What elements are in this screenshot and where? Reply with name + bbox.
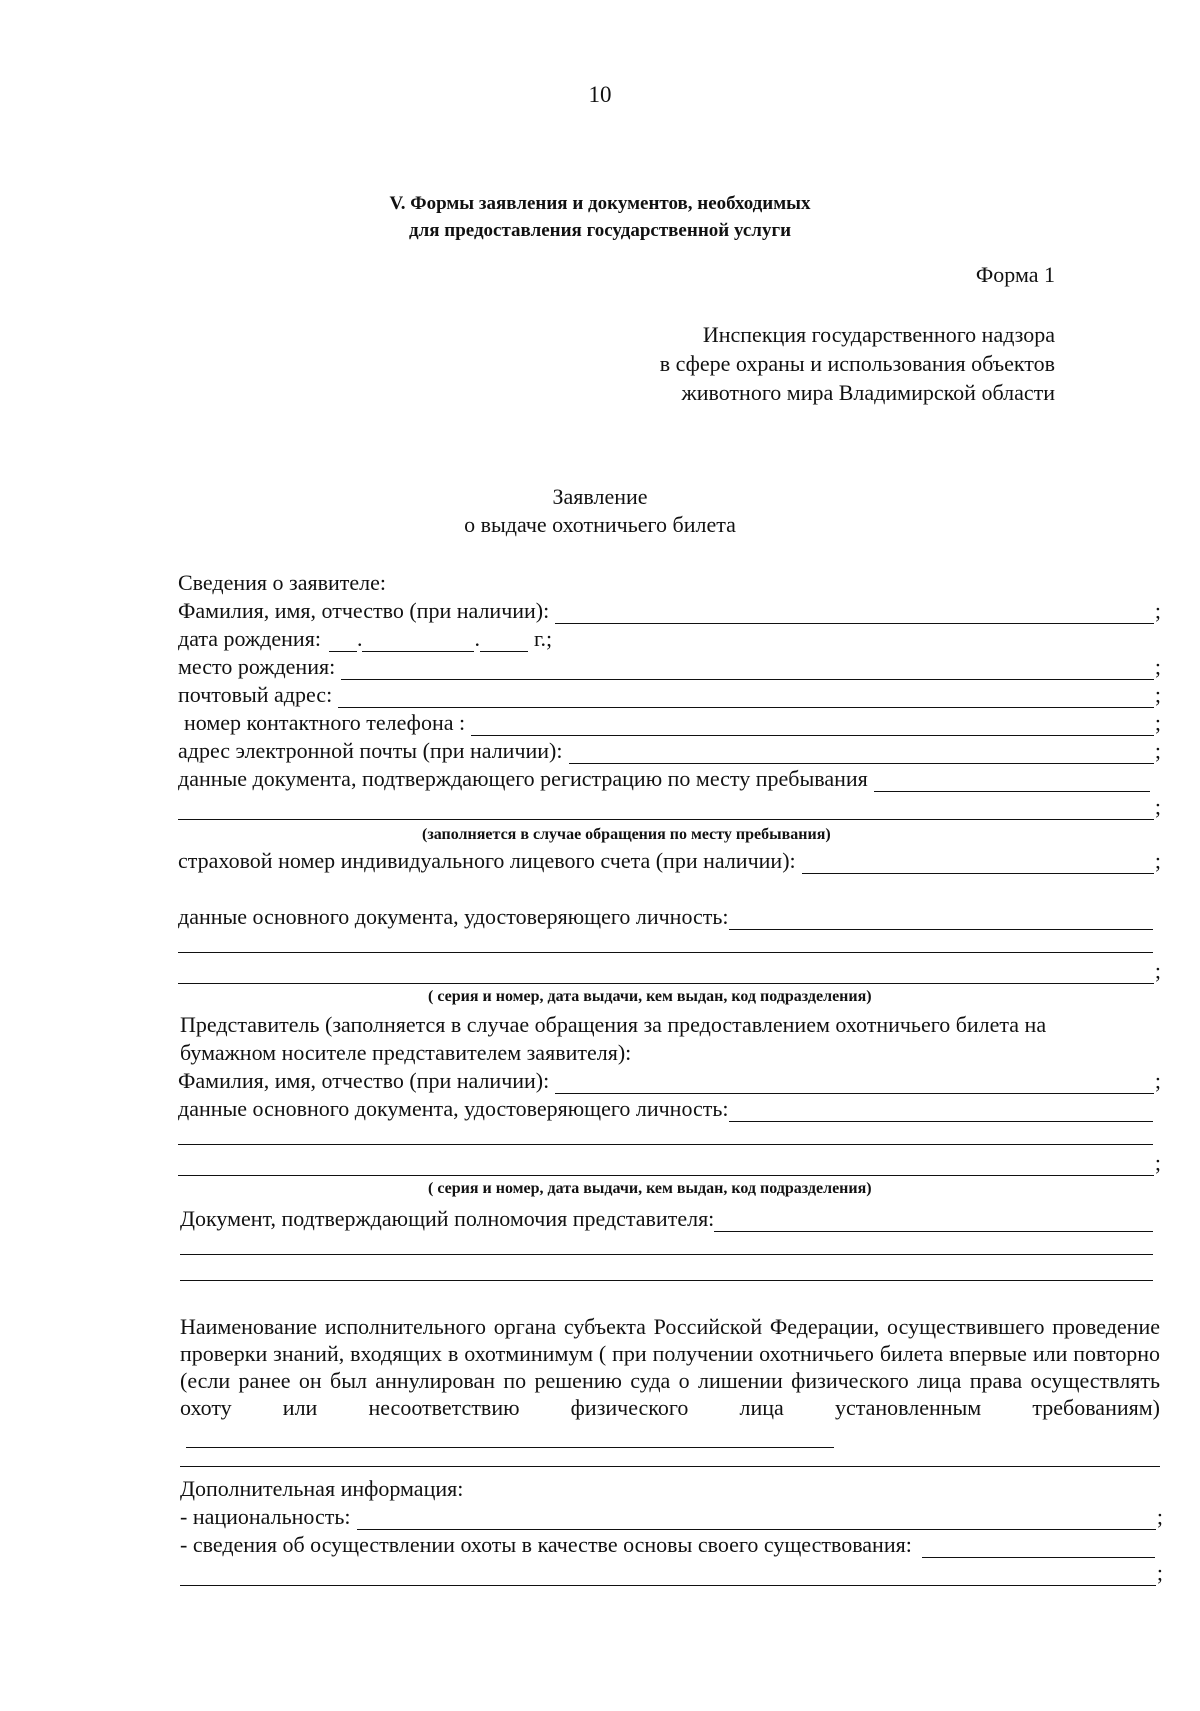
applicant-birth-place-field[interactable] (341, 658, 1154, 680)
representative-heading-line-1: Представитель (заполняется в случае обращения за предоставлением охотничьего билета на (180, 1012, 1047, 1037)
nationality-field[interactable] (357, 1508, 1156, 1530)
section-title-line-2: для предоставления государственной услуги (408, 220, 792, 241)
birth-date-separator: . (356, 626, 363, 651)
applicant-postal-address-row (178, 682, 1161, 708)
semicolon: ; (1156, 1504, 1163, 1529)
representative-full-name-label: Фамилия, имя, отчество (при наличии): (178, 1068, 550, 1093)
applicant-registration-row (178, 766, 1150, 792)
applicant-phone-field[interactable] (471, 714, 1154, 736)
representative-full-name-field[interactable] (555, 1072, 1154, 1094)
birth-day-field[interactable] (329, 631, 357, 652)
authority-name-field-2[interactable] (180, 1466, 1160, 1467)
recipient-line-2: в сфере охраны и использования объектов (659, 351, 1055, 376)
semicolon: ; (1154, 738, 1161, 763)
recipient-line-3: животного мира Владимирской области (681, 380, 1055, 405)
semicolon: ; (1154, 1068, 1161, 1093)
registration-note: (заполняется в случае обращения по месту пребывания) (422, 826, 831, 843)
authority-paragraph (180, 1313, 1160, 1448)
representative-identity-field-2[interactable] (178, 1144, 1153, 1145)
applicant-snils-field[interactable] (802, 852, 1154, 874)
semicolon: ; (1154, 1150, 1161, 1175)
applicant-registration-field[interactable] (874, 770, 1150, 792)
applicant-email-label: адрес электронной почты (при наличии): (178, 738, 563, 763)
birth-date-separator: . (474, 626, 480, 651)
applicant-identity-field-2[interactable] (178, 952, 1153, 953)
page-number: 10 (588, 82, 612, 107)
representative-heading-line-2: бумажном носителе представителем заявителя): (180, 1040, 632, 1065)
applicant-email-row (178, 738, 1161, 764)
representative-authority-field-2[interactable] (180, 1254, 1153, 1255)
representative-identity-field-3[interactable] (178, 1154, 1154, 1176)
recipient-line-1: Инспекция государственного надзора (702, 322, 1055, 347)
applicant-full-name-label: Фамилия, имя, отчество (при наличии): (178, 598, 550, 623)
representative-identity-note: ( серия и номер, дата выдачи, кем выдан, код подразделения) (428, 1180, 872, 1197)
document-title (0, 483, 1200, 539)
hunting-livelihood-field-2[interactable] (180, 1564, 1156, 1586)
applicant-birth-place-label: место рождения: (178, 654, 336, 679)
applicant-snils-label: страховой номер индивидуального лицевого счета (при наличии): (178, 848, 796, 873)
semicolon: ; (1154, 794, 1161, 819)
applicant-phone-label: номер контактного телефона : (184, 710, 466, 735)
applicant-identity-label: данные основного документа, удостоверяющего личность: (178, 904, 729, 929)
section-title (0, 190, 1200, 244)
applicant-registration-label: данные документа, подтверждающего регистрацию по месту пребывания (178, 766, 868, 791)
hunting-livelihood-field[interactable] (922, 1536, 1155, 1558)
birth-year-field[interactable] (480, 631, 528, 652)
representative-identity-field[interactable] (729, 1100, 1153, 1122)
hunting-livelihood-row (180, 1532, 1155, 1558)
applicant-registration-row-2 (178, 794, 1161, 820)
representative-authority-field-3[interactable] (180, 1280, 1153, 1281)
section-title-line-1: V. Формы заявления и документов, необходимых (389, 193, 811, 214)
representative-identity-row (178, 1096, 1153, 1122)
form-label: Форма 1 (975, 262, 1055, 287)
semicolon: ; (1154, 682, 1161, 707)
identity-note: ( серия и номер, дата выдачи, кем выдан, код подразделения) (428, 988, 872, 1005)
applicant-registration-field-2[interactable] (178, 798, 1154, 820)
document-title-line-1: Заявление (552, 484, 648, 509)
applicant-full-name-row (178, 598, 1161, 624)
birth-date-year-suffix: г.; (533, 626, 553, 651)
applicant-full-name-field[interactable] (555, 602, 1154, 624)
representative-identity-row-3 (178, 1150, 1161, 1176)
authority-paragraph-text: Наименование исполнительного органа субъекта Российской Федерации, осуществившего проведение проверки знаний, входящих в охотминимум ( при получении охотничьего билета впервые или повторно (если ранее он был аннулирован по решению суда о лишении физического лица права осуществлять охоту или несоответствию физического лица установленным требованиям) (180, 1314, 1160, 1420)
semicolon: ; (1156, 1560, 1163, 1585)
applicant-identity-row (178, 904, 1153, 930)
applicant-phone-row (184, 710, 1161, 736)
applicant-postal-address-label: почтовый адрес: (178, 682, 333, 707)
applicant-email-field[interactable] (569, 742, 1154, 764)
applicant-birth-date-label: дата рождения: (178, 626, 321, 651)
semicolon: ; (1154, 958, 1161, 983)
applicant-snils-row (178, 848, 1161, 874)
semicolon: ; (1154, 598, 1161, 623)
hunting-livelihood-row-2 (180, 1560, 1163, 1586)
applicant-identity-field[interactable] (729, 908, 1153, 930)
semicolon: ; (1154, 848, 1161, 873)
additional-heading: Дополнительная информация: (180, 1476, 464, 1501)
birth-month-field[interactable] (362, 631, 474, 652)
recipient-block (660, 320, 1055, 407)
hunting-livelihood-label: - сведения об осуществлении охоты в качестве основы своего существования: (180, 1532, 912, 1557)
semicolon: ; (1154, 654, 1161, 679)
nationality-label: - национальность: (180, 1504, 351, 1529)
nationality-row (180, 1504, 1163, 1530)
applicant-identity-field-3[interactable] (178, 962, 1154, 984)
applicant-birth-date-row (178, 626, 552, 652)
representative-identity-label: данные основного документа, удостоверяющего личность: (178, 1096, 729, 1121)
applicant-identity-row-3 (178, 958, 1161, 984)
applicant-heading: Сведения о заявителе: (178, 570, 387, 595)
representative-authority-label: Документ, подтверждающий полномочия представителя: (180, 1206, 715, 1231)
representative-full-name-row (178, 1068, 1161, 1094)
representative-authority-field[interactable] (714, 1210, 1153, 1232)
applicant-birth-place-row (178, 654, 1161, 680)
applicant-postal-address-field[interactable] (338, 686, 1154, 708)
document-title-line-2: о выдаче охотничьего билета (464, 512, 736, 537)
representative-authority-row (180, 1206, 1153, 1232)
semicolon: ; (1154, 710, 1161, 735)
authority-name-field[interactable] (186, 1427, 834, 1448)
